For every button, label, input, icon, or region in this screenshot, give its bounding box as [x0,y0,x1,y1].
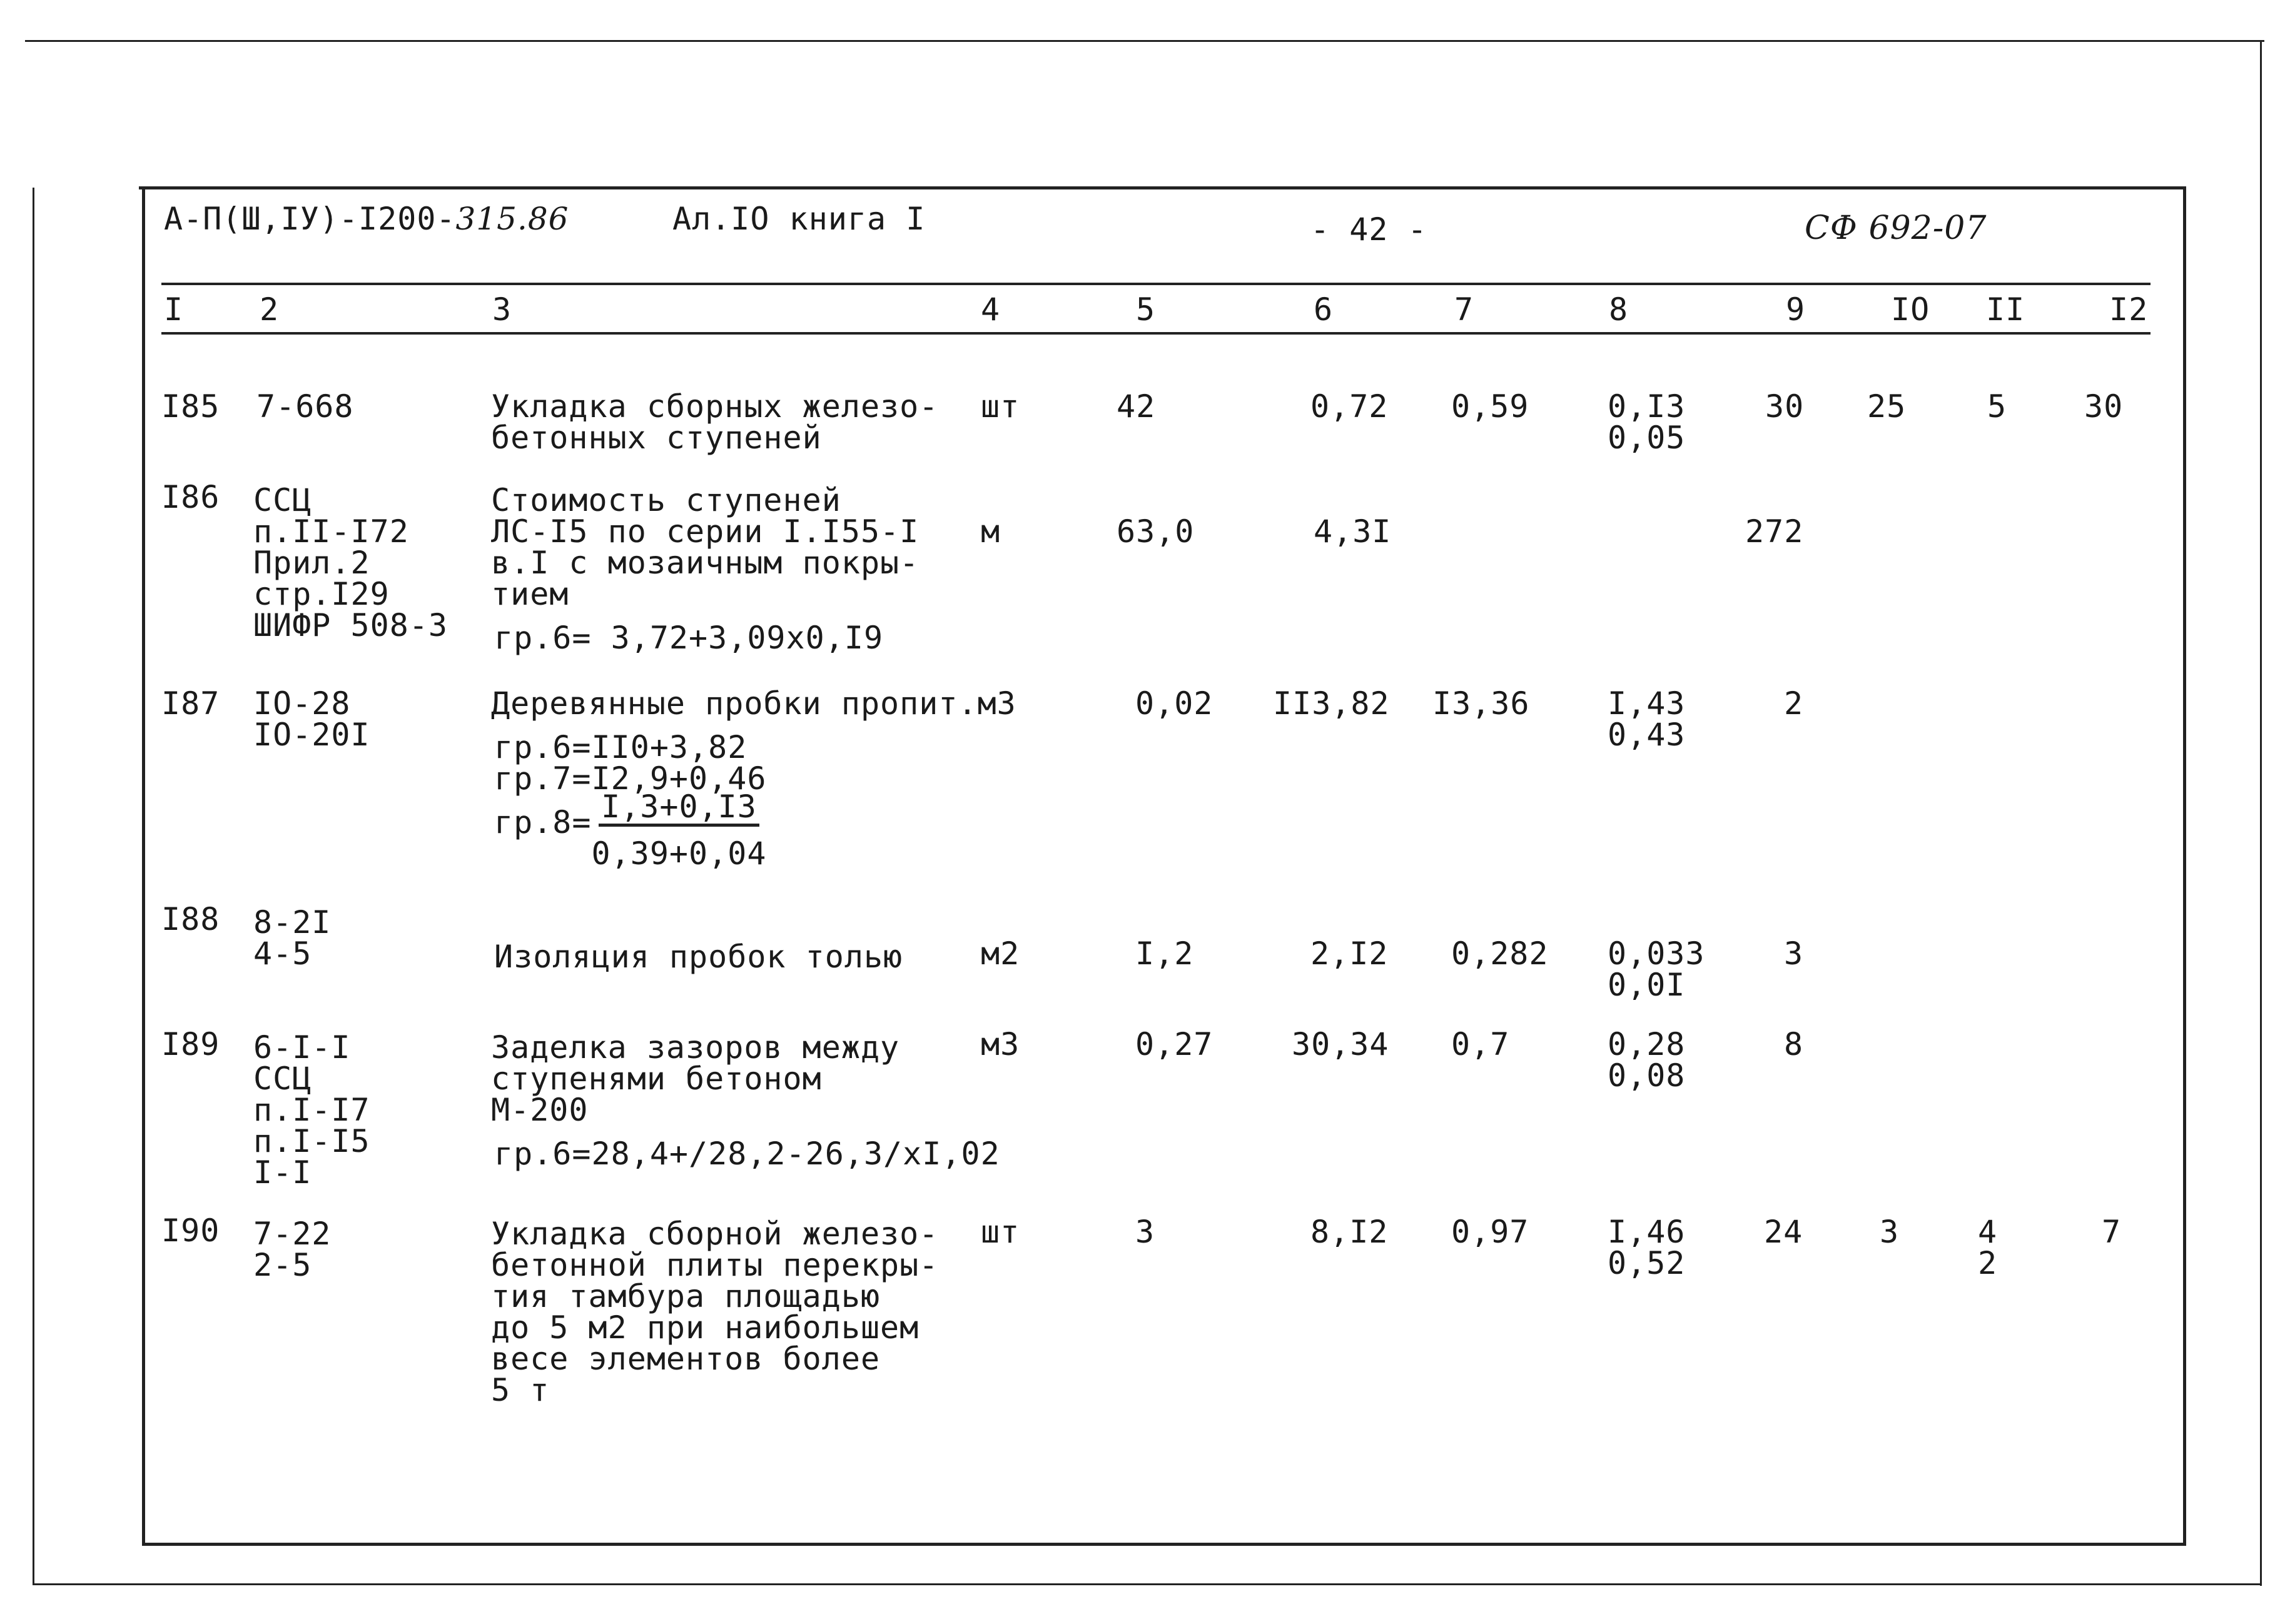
outer-left-border [33,188,34,1585]
row-185-col9: 30 [1765,388,1805,425]
row-187-col7: I3,36 [1432,685,1530,722]
row-186-col9: 272 [1745,513,1804,550]
row-187-desc-text: Деревянные пробки пропит. [491,685,978,722]
col-header-6: 6 [1314,291,1334,328]
row-190-col10: 3 [1880,1214,1900,1250]
row-185-qty: 42 [1117,388,1156,425]
row-189-qty: 0,27 [1135,1026,1213,1062]
row-185-num: I85 [161,388,220,425]
col-header-7: 7 [1454,291,1474,328]
col-header-3: 3 [492,291,512,328]
row-189-note: гр.6=28,4+/28,2-26,3/хI,02 [494,1136,1000,1172]
row-189-desc: Заделка зазоров между ступенями бетоном М-200 [491,1029,900,1128]
album-label: Ал.IO книга I [672,201,926,237]
row-190-col7: 0,97 [1451,1214,1529,1250]
row-186-code: ССЦ п.II-I72 Прил.2 стр.I29 ШИФР 508-3 [253,482,448,643]
row-187-col6: II3,82 [1273,685,1390,722]
row-189-code: 6-I-I ССЦ п.I-I7 п.I-I5 I-I [253,1029,370,1191]
col-header-8: 8 [1609,291,1629,328]
row-185-col6: 0,72 [1310,388,1389,425]
row-185-col12: 30 [2084,388,2124,425]
row-188-col8: 0,033 0,0I [1608,936,1705,1003]
row-186-num: I86 [161,479,220,515]
row-190-unit: шт [981,1214,1020,1250]
row-187-note: гр.6=II0+3,82 гр.7=I2,9+0,46 [494,729,767,797]
row-186-desc: Стоимость ступеней ЛС-I5 по серии I.I55-I в.I с мозаичным покры- тием [491,482,920,612]
inner-top-border [139,186,2186,189]
col-header-5: 5 [1136,291,1156,328]
row-189-num: I89 [161,1026,220,1062]
row-189-col6: 30,34 [1292,1026,1389,1062]
row-185-desc: Укладка сборных железо- бетонных ступеней [491,388,939,456]
row-190-num: I90 [161,1213,220,1249]
row-187-col8: I,43 0,43 [1608,685,1686,753]
row-190-col12: 7 [2102,1214,2122,1250]
col-header-2: 2 [260,291,280,328]
stamp-code: СФ 692-07 [1805,209,1987,247]
row-187-num: I87 [161,685,220,722]
row-187-desc [491,685,1016,722]
row-187-fraction [494,789,767,872]
inner-right-border [2183,186,2186,1546]
row-187-code: IO-28 IO-20I [253,685,370,753]
row-187-qty: 0,02 [1135,685,1213,722]
page-number: - 42 - [1310,211,1427,248]
row-187-fraction-denominator: 0,39+0,04 [591,835,767,872]
row-185-code: 7-668 [256,388,354,425]
row-188-unit: м2 [981,936,1020,972]
row-188-qty: I,2 [1135,936,1194,972]
row-186-note: гр.6= 3,72+3,09х0,I9 [494,620,884,656]
col-header-4: 4 [981,291,1001,328]
row-185-unit: шт [981,388,1020,425]
row-189-col9: 8 [1784,1026,1804,1062]
document-code [164,203,569,235]
outer-top-border [25,40,2264,42]
document-code-text: А-П(Ш,IУ)-I200- [164,201,456,237]
col-header-10: IO [1891,291,1930,328]
row-186-unit: м [981,513,1001,550]
row-188-col7: 0,282 [1451,936,1549,972]
row-185-col8: 0,I3 0,05 [1608,388,1686,456]
row-185-col10: 25 [1867,388,1907,425]
outer-bottom-border [33,1583,2262,1585]
col-header-11: II [1986,291,2025,328]
row-186-col6: 4,3I [1314,513,1392,550]
row-190-col6: 8,I2 [1310,1214,1389,1250]
header-bottom-rule [161,332,2151,335]
col-header-12: I2 [2109,291,2149,328]
row-189-col8: 0,28 0,08 [1608,1026,1686,1094]
col-header-9: 9 [1786,291,1806,328]
row-187-fraction-numerator: I,3+0,I3 [599,791,759,827]
row-185-col11: 5 [1987,388,2007,425]
col-header-1: I [164,291,184,328]
row-187-unit: м3 [977,685,1016,722]
inner-bottom-border [142,1543,2186,1546]
document-code-handwritten: 315.86 [455,201,569,237]
row-187-fraction-label: гр.8= [494,804,592,840]
row-190-col11: 4 2 [1978,1214,1998,1281]
row-189-unit: м3 [981,1026,1020,1062]
row-187-col9: 2 [1784,685,1804,722]
row-188-col6: 2,I2 [1310,936,1389,972]
row-190-col8: I,46 0,52 [1608,1214,1686,1281]
header-top-rule [161,283,2151,285]
row-189-col7: 0,7 [1451,1026,1510,1062]
row-188-col9: 3 [1784,936,1804,972]
row-190-code: 7-22 2-5 [253,1216,332,1283]
row-185-col7: 0,59 [1451,388,1529,425]
outer-right-border [2260,40,2262,1586]
row-190-col9: 24 [1764,1214,1803,1250]
row-186-qty: 63,0 [1117,513,1195,550]
row-188-desc: Изоляция пробок толью [494,939,903,975]
inner-left-border [142,186,145,1546]
row-190-desc: Укладка сборной железо- бетонной плиты перекры- тия тамбура площадью до 5 м2 при наибольшем весе элементов более 5 т [491,1216,939,1408]
row-190-qty: 3 [1135,1214,1155,1250]
row-188-num: I88 [161,901,220,937]
row-188-code: 8-2I 4-5 [253,904,332,972]
